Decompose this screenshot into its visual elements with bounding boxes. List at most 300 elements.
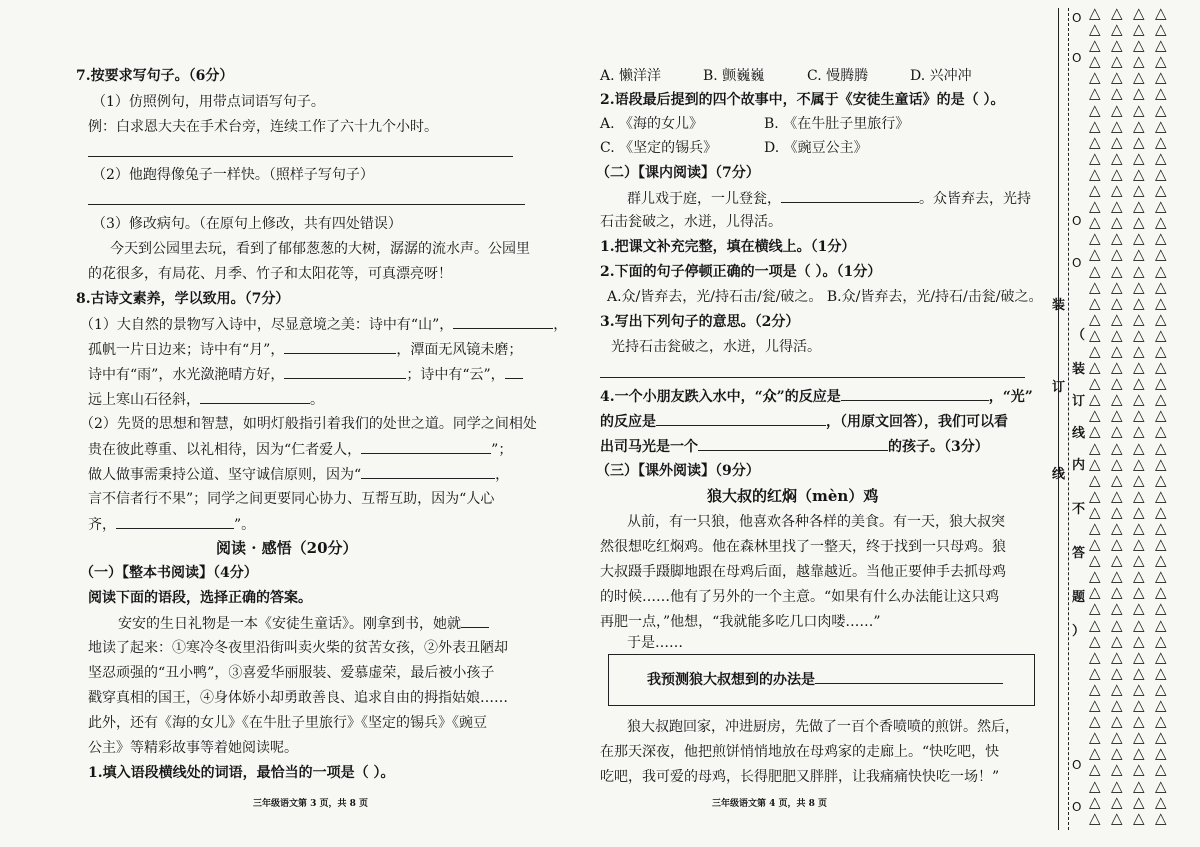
triangle-icon: △ (1089, 744, 1101, 763)
story-line: 再肥一点，”他想，“我就能多吃几口肉喽……” (600, 614, 881, 630)
triangle-icon: △ (1133, 390, 1145, 409)
triangle-icon: △ (1089, 647, 1101, 666)
binding-hole-icon: O (1072, 256, 1082, 270)
triangle-icon: △ (1089, 615, 1101, 634)
triangle-icon: △ (1155, 599, 1167, 618)
q8-2: （2）先贤的思想和智慧，如明灯般指引着我们的处世之道。同学之间相处 (80, 416, 537, 432)
triangle-icon: △ (1111, 197, 1123, 216)
triangle-icon: △ (1155, 261, 1167, 280)
triangle-icon: △ (1111, 519, 1123, 537)
triangle-icon: △ (1133, 486, 1145, 505)
triangle-icon: △ (1155, 470, 1167, 489)
triangle-icon: △ (1111, 406, 1123, 425)
triangle-icon: △ (1133, 52, 1145, 71)
story-line: 吃吧，我可爱的母鸡，长得肥肥又胖胖，让我痛痛快快吃一场！” (600, 769, 1000, 785)
triangle-icon: △ (1111, 679, 1123, 698)
triangle-icon: △ (1133, 100, 1145, 119)
triangle-icon: △ (1133, 148, 1145, 167)
triangle-icon: △ (1089, 599, 1101, 618)
triangle-icon: △ (1111, 100, 1123, 119)
triangle-icon: △ (1089, 293, 1101, 312)
triangle-icon: △ (1133, 728, 1145, 747)
triangle-icon: △ (1089, 406, 1101, 425)
triangle-icon: △ (1111, 341, 1123, 360)
triangle-icon: △ (1089, 20, 1101, 39)
triangle-icon: △ (1133, 808, 1145, 827)
triangle-icon: △ (1155, 535, 1167, 554)
triangle-icon: △ (1111, 374, 1123, 393)
triangle-icon: △ (1155, 181, 1167, 200)
triangle-icon: △ (1111, 486, 1123, 505)
reading-q4-line2: 的反应是 ，（用原文回答），我们可以看 (600, 411, 1008, 432)
binding-text: ） (1072, 624, 1086, 639)
triangle-icon: △ (1089, 502, 1101, 521)
classical-text: 石击瓮破之，水迸，儿得活。 (600, 214, 782, 230)
binding-line (1058, 8, 1059, 830)
triangle-icon: △ (1111, 422, 1123, 441)
q7-3-text: 今天到公园里去玩，看到了郁郁葱葱的大树，潺潺的流水声。公园里 (110, 241, 530, 257)
triangle-icon: △ (1089, 583, 1101, 602)
q8-1: （1）大自然的景物写入诗中，尽显意境之美：诗中有“山”， ， (80, 314, 567, 335)
q7-title: 7.按要求写句子。（6分） (76, 68, 234, 84)
q8-2-line3: 做人做事需秉持公道、坚守诚信原则，因为“ ， (88, 464, 509, 485)
triangle-icon: △ (1111, 696, 1123, 715)
triangle-icon: △ (1133, 567, 1145, 586)
binding-hole-icon: O (1072, 758, 1082, 772)
option-b[interactable]: B. 《在牛肚子里旅行》 (764, 116, 910, 132)
triangle-icon: △ (1089, 36, 1101, 55)
q8-title: 8.古诗文素养，学以致用。（7分） (76, 291, 290, 307)
triangle-icon: △ (1089, 486, 1101, 505)
triangle-icon: △ (1111, 728, 1123, 747)
triangle-icon: △ (1111, 245, 1123, 264)
triangle-icon: △ (1089, 792, 1101, 811)
triangle-icon: △ (1155, 68, 1167, 87)
triangle-icon: △ (1111, 164, 1123, 183)
triangle-icon: △ (1111, 502, 1123, 521)
triangle-icon: △ (1155, 36, 1167, 55)
q8-2-line4: 言不信者行不果”；同学之间更要同心协力、互帮互助，因为“人心 (88, 491, 495, 507)
triangle-icon: △ (1133, 760, 1145, 779)
q8-2-line5: 齐， ”。 (88, 514, 255, 535)
blank[interactable] (656, 411, 826, 426)
binding-hole-icon: O (1072, 214, 1082, 228)
binding-text: 线 (1052, 467, 1066, 482)
triangle-icon: △ (1155, 197, 1167, 216)
binding-text: 装 (1052, 298, 1066, 313)
triangle-icon: △ (1133, 4, 1145, 22)
triangle-icon: △ (1089, 663, 1101, 682)
triangle-icon: △ (1089, 245, 1101, 264)
triangle-icon: △ (1133, 422, 1145, 441)
triangle-icon: △ (1089, 422, 1101, 441)
triangle-icon: △ (1089, 229, 1101, 248)
binding-text: 订 (1072, 394, 1086, 409)
triangle-icon: △ (1111, 454, 1123, 473)
triangle-icon: △ (1155, 567, 1167, 586)
triangle-icon: △ (1111, 390, 1123, 409)
triangle-icon: △ (1111, 615, 1123, 634)
blank[interactable] (116, 514, 234, 529)
triangle-icon: △ (1089, 164, 1101, 183)
triangle-icon: △ (1155, 374, 1167, 393)
triangle-icon: △ (1155, 116, 1167, 135)
triangle-icon: △ (1155, 4, 1167, 22)
passage-line: 坚忍顽强的“丑小鸭”，③喜爱华丽服装、爱慕虚荣，最后被小孩子 (88, 665, 495, 681)
triangle-icon: △ (1111, 36, 1123, 55)
blank[interactable] (841, 386, 989, 401)
triangle-icon: △ (1089, 197, 1101, 216)
triangle-icon: △ (1133, 679, 1145, 698)
triangle-icon: △ (1111, 647, 1123, 666)
triangle-icon: △ (1155, 728, 1167, 747)
triangle-icon: △ (1111, 261, 1123, 280)
triangle-icon: △ (1155, 502, 1167, 521)
triangle-icon: △ (1089, 470, 1101, 489)
triangle-icon: △ (1089, 696, 1101, 715)
triangle-icon: △ (1155, 438, 1167, 457)
binding-text: 题 (1072, 590, 1086, 605)
triangle-icon: △ (1111, 84, 1123, 103)
triangle-icon: △ (1111, 277, 1123, 296)
option-a[interactable]: A. 《海的女儿》 (600, 116, 704, 132)
option-d[interactable]: D. 兴冲冲 (910, 68, 972, 84)
triangle-icon: △ (1133, 261, 1145, 280)
triangle-icon: △ (1133, 358, 1145, 377)
triangle-icon: △ (1089, 148, 1101, 167)
triangle-icon: △ (1155, 100, 1167, 119)
triangle-icon: △ (1089, 454, 1101, 473)
story-line: 的时候……他有了另外的一个主意。“如果有什么办法能让这只鸡 (600, 589, 1000, 605)
triangle-icon: △ (1111, 583, 1123, 602)
triangle-icon: △ (1133, 20, 1145, 39)
triangle-icon: △ (1133, 535, 1145, 554)
binding-text: （ (1072, 328, 1086, 343)
triangle-icon: △ (1089, 277, 1101, 296)
story-line: 大叔蹑手蹑脚地跟在母鸡后面，越靠越近。当他正要伸手去抓母鸡 (600, 564, 1006, 580)
triangle-icon: △ (1111, 132, 1123, 151)
story-line: 狼大叔跑回家，冲进厨房，先做了一百个香喷喷的煎饼。然后， (627, 719, 1019, 735)
option-c[interactable]: C. 《坚定的锡兵》 (600, 140, 718, 156)
triangle-icon: △ (1133, 245, 1145, 264)
triangle-icon: △ (1155, 776, 1167, 795)
question-2: 2.语段最后提到的四个故事中，不属于《安徒生童话》的是（ ）。 (600, 92, 1005, 108)
q8-1-line4: 远上寒山石径斜， 。 (88, 389, 324, 410)
triangle-icon: △ (1133, 164, 1145, 183)
reading-q1: 1.把课文补充完整，填在横线上。（1分） (600, 239, 856, 255)
reading-q2-options[interactable]: A.众/皆弃去，光/持石击/瓮/破之。 B.众/皆弃去，光/持石/击瓮/破之。 (607, 289, 1043, 305)
triangle-icon: △ (1111, 309, 1123, 328)
triangle-icon: △ (1133, 792, 1145, 811)
triangle-icon: △ (1111, 4, 1123, 22)
triangle-icon: △ (1155, 808, 1167, 827)
passage-line: 此外，还有《海的女儿》《在牛肚子里旅行》《坚定的锡兵》《豌豆 (88, 715, 487, 731)
option-a[interactable]: A. 懒洋洋 (600, 68, 662, 84)
triangle-icon: △ (1089, 213, 1101, 232)
triangle-icon: △ (1133, 663, 1145, 682)
triangle-icon: △ (1155, 84, 1167, 103)
passage-line: 戳穿真相的国王，④身体娇小却勇敢善良、追求自由的拇指姑娘…… (88, 690, 508, 706)
triangle-column (1155, 5, 1167, 826)
triangle-icon: △ (1089, 68, 1101, 87)
triangle-icon: △ (1133, 36, 1145, 55)
triangle-icon: △ (1133, 325, 1145, 344)
sub-section-1: （一）【整本书阅读】（4分） (80, 565, 258, 581)
q8-1-line3: 诗中有“雨”，水光潋滟晴方好， ；诗中有“云”， (88, 364, 523, 385)
triangle-icon: △ (1155, 20, 1167, 39)
triangle-icon: △ (1133, 116, 1145, 135)
triangle-icon: △ (1111, 760, 1123, 779)
triangle-icon: △ (1155, 164, 1167, 183)
triangle-icon: △ (1111, 663, 1123, 682)
triangle-icon: △ (1133, 502, 1145, 521)
triangle-icon: △ (1133, 213, 1145, 232)
reading-q3: 3.写出下列句子的意思。（2分） (600, 314, 800, 330)
triangle-icon: △ (1133, 631, 1145, 650)
answer-line (88, 204, 525, 205)
binding-hole-icon: O (1072, 800, 1082, 814)
triangle-icon: △ (1133, 277, 1145, 296)
reading-q4-line3: 出司马光是一个 的孩子。（3分） (600, 436, 989, 457)
blank[interactable] (453, 314, 553, 329)
blank[interactable] (781, 188, 919, 203)
triangle-icon: △ (1089, 325, 1101, 344)
triangle-icon: △ (1089, 567, 1101, 586)
triangle-icon: △ (1111, 631, 1123, 650)
triangle-icon: △ (1089, 390, 1101, 409)
triangle-icon: △ (1111, 116, 1123, 135)
triangle-icon: △ (1089, 374, 1101, 393)
q7-3: （3）修改病句。（在原句上修改，共有四处错误） (92, 216, 402, 232)
triangle-icon: △ (1089, 84, 1101, 103)
binding-hole-icon: O (1072, 11, 1082, 25)
triangle-icon: △ (1089, 358, 1101, 377)
triangle-icon: △ (1089, 631, 1101, 650)
sub-section-2: （二）【课内阅读】（7分） (596, 165, 760, 181)
triangle-icon: △ (1133, 197, 1145, 216)
triangle-icon: △ (1111, 470, 1123, 489)
triangle-icon: △ (1155, 712, 1167, 731)
triangle-icon: △ (1155, 390, 1167, 409)
triangle-icon: △ (1089, 776, 1101, 795)
q7-example: 例：白求恩大夫在手术台旁，连续工作了六十九个小时。 (88, 119, 438, 135)
triangle-icon: △ (1133, 341, 1145, 360)
binding-text: 线 (1072, 426, 1086, 441)
triangle-icon: △ (1133, 293, 1145, 312)
triangle-icon: △ (1111, 792, 1123, 811)
triangle-icon: △ (1111, 229, 1123, 248)
triangle-icon: △ (1133, 309, 1145, 328)
blank[interactable] (361, 464, 495, 479)
triangle-icon: △ (1133, 438, 1145, 457)
triangle-icon: △ (1089, 4, 1101, 22)
answer-line (600, 377, 1025, 378)
triangle-icon: △ (1111, 599, 1123, 618)
triangle-icon: △ (1155, 792, 1167, 811)
triangle-icon: △ (1111, 325, 1123, 344)
triangle-icon: △ (1089, 116, 1101, 135)
triangle-icon: △ (1111, 20, 1123, 39)
passage-line: 地读了起来：①寒冷冬夜里沿街叫卖火柴的贫苦女孩，②外表丑陋却 (88, 640, 508, 656)
triangle-icon: △ (1155, 341, 1167, 360)
reading-q3-text: 光持石击瓮破之，水迸，儿得活。 (611, 339, 821, 355)
triangle-icon: △ (1155, 631, 1167, 650)
cut-line (1068, 8, 1069, 830)
triangle-icon: △ (1111, 535, 1123, 554)
triangle-icon: △ (1111, 567, 1123, 586)
triangle-icon: △ (1155, 309, 1167, 328)
triangle-icon: △ (1155, 406, 1167, 425)
binding-text: 内 (1072, 458, 1086, 473)
triangle-icon: △ (1111, 776, 1123, 795)
binding-text: 答 (1072, 546, 1086, 561)
triangle-icon: △ (1133, 470, 1145, 489)
triangle-icon: △ (1133, 583, 1145, 602)
triangle-icon: △ (1089, 132, 1101, 151)
passage-line: 公主》等精彩故事等着她阅读呢。 (88, 740, 298, 756)
triangle-icon: △ (1133, 696, 1145, 715)
triangle-icon: △ (1155, 422, 1167, 441)
story-title: 狼大叔的红焖（mèn）鸡 (707, 487, 879, 505)
blank[interactable] (461, 613, 489, 628)
blank[interactable] (284, 364, 406, 379)
story-line: 在那天深夜，他把煎饼悄悄地放在母鸡家的走廊上。“快吃吧，快 (600, 744, 1000, 760)
q7-1: （1）仿照例句，用带点词语写句子。 (92, 94, 325, 110)
triangle-icon: △ (1111, 808, 1123, 827)
triangle-icon: △ (1155, 454, 1167, 473)
reading-q4: 4.一个小朋友跌入水中，“众”的反应是 ，“光” (600, 386, 1033, 407)
triangle-icon: △ (1155, 760, 1167, 779)
triangle-icon: △ (1155, 519, 1167, 537)
triangle-icon: △ (1133, 229, 1145, 248)
triangle-icon: △ (1133, 406, 1145, 425)
option-c[interactable]: C. 慢腾腾 (807, 68, 869, 84)
triangle-icon: △ (1111, 438, 1123, 457)
blank[interactable] (361, 439, 491, 454)
triangle-icon: △ (1155, 679, 1167, 698)
triangle-icon: △ (1111, 358, 1123, 377)
triangle-column (1133, 5, 1145, 826)
prediction-prompt: 我预测狼大叔想到的办法是 (647, 669, 1003, 690)
triangle-icon: △ (1089, 519, 1101, 537)
option-b[interactable]: B. 颤巍巍 (703, 68, 765, 84)
triangle-icon: △ (1155, 148, 1167, 167)
reading-q2: 2.下面的句子停顿正确的一项是（ ）。（1分） (600, 264, 882, 280)
triangle-icon: △ (1133, 68, 1145, 87)
triangle-icon: △ (1133, 599, 1145, 618)
triangle-icon: △ (1089, 261, 1101, 280)
triangle-icon: △ (1089, 535, 1101, 554)
triangle-icon: △ (1111, 181, 1123, 200)
triangle-icon: △ (1155, 647, 1167, 666)
classical-text: 群儿戏于庭，一儿登瓮， 。众皆弃去，光持 (627, 188, 1031, 209)
triangle-icon: △ (1111, 68, 1123, 87)
triangle-icon: △ (1133, 374, 1145, 393)
sub-section-3: （三）【课外阅读】（9分） (596, 463, 760, 479)
passage-line: 安安的生日礼物是一本《安徒生童话》。刚拿到书，她就 (118, 613, 489, 634)
triangle-icon: △ (1155, 696, 1167, 715)
blank[interactable] (698, 436, 888, 451)
triangle-icon: △ (1133, 181, 1145, 200)
triangle-icon: △ (1111, 712, 1123, 731)
binding-hole-icon: O (1072, 51, 1082, 65)
triangle-icon: △ (1089, 181, 1101, 200)
triangle-icon: △ (1133, 519, 1145, 537)
triangle-icon: △ (1133, 744, 1145, 763)
triangle-icon: △ (1155, 358, 1167, 377)
triangle-icon: △ (1155, 52, 1167, 71)
triangle-icon: △ (1133, 776, 1145, 795)
q8-1-line2: 孤帆一片日边来；诗中有“月”， ，潭面无风镜未磨； (88, 339, 522, 360)
triangle-icon: △ (1089, 679, 1101, 698)
answer-line (88, 156, 513, 157)
triangle-icon: △ (1111, 551, 1123, 570)
binding-text: 装 (1072, 362, 1086, 377)
question-1: 1.填入语段横线处的词语，最恰当的一项是（ ）。 (88, 765, 395, 781)
triangle-icon: △ (1089, 551, 1101, 570)
triangle-column (1089, 5, 1101, 826)
triangle-icon: △ (1155, 132, 1167, 151)
prediction-blank[interactable] (815, 669, 1003, 684)
triangle-icon: △ (1111, 52, 1123, 71)
story-line: 从前，有一只狼，他喜欢各种各样的美食。有一天，狼大叔突 (627, 514, 1005, 530)
triangle-icon: △ (1155, 663, 1167, 682)
triangle-icon: △ (1133, 712, 1145, 731)
q8-2-line2: 贵在彼此尊重、以礼相待，因为“仁者爱人， ”； (88, 439, 512, 460)
triangle-icon: △ (1089, 100, 1101, 119)
triangle-icon: △ (1133, 132, 1145, 151)
triangle-icon: △ (1089, 52, 1101, 71)
triangle-column (1111, 5, 1123, 826)
blank[interactable] (200, 389, 310, 404)
q7-3-text: 的花很多，有局花、月季、竹子和太阳花等，可真漂亮呀！ (88, 266, 452, 282)
triangle-icon: △ (1155, 277, 1167, 296)
triangle-icon: △ (1133, 647, 1145, 666)
triangle-icon: △ (1089, 728, 1101, 747)
blank[interactable] (284, 339, 396, 354)
triangle-icon: △ (1155, 615, 1167, 634)
story-line: 于是…… (627, 635, 683, 651)
option-d[interactable]: D. 《豌豆公主》 (764, 140, 868, 156)
triangle-icon: △ (1133, 551, 1145, 570)
binding-text: 订 (1052, 380, 1066, 395)
triangle-icon: △ (1089, 712, 1101, 731)
triangle-icon: △ (1133, 84, 1145, 103)
triangle-icon: △ (1155, 293, 1167, 312)
triangle-icon: △ (1155, 583, 1167, 602)
triangle-icon: △ (1089, 808, 1101, 827)
triangle-icon: △ (1155, 551, 1167, 570)
q7-2: （2）他跑得像兔子一样快。（照样子写句子） (92, 167, 374, 183)
triangle-icon: △ (1133, 454, 1145, 473)
triangle-icon: △ (1155, 325, 1167, 344)
triangle-icon: △ (1155, 744, 1167, 763)
blank[interactable] (505, 364, 523, 379)
triangle-icon: △ (1133, 615, 1145, 634)
triangle-icon: △ (1111, 213, 1123, 232)
triangle-icon: △ (1111, 293, 1123, 312)
triangle-icon: △ (1089, 309, 1101, 328)
triangle-icon: △ (1089, 438, 1101, 457)
triangle-icon: △ (1155, 245, 1167, 264)
page-footer: 三年级语文第 4 页，共 8 页 (712, 799, 828, 809)
triangle-icon: △ (1155, 213, 1167, 232)
story-line: 然很想吃红焖鸡。他在森林里找了一整天，终于找到一只母鸡。狼 (600, 539, 1006, 555)
prediction-box (608, 654, 1035, 706)
instruction: 阅读下面的语段，选择正确的答案。 (88, 590, 312, 606)
triangle-icon: △ (1089, 760, 1101, 779)
triangle-icon: △ (1111, 744, 1123, 763)
